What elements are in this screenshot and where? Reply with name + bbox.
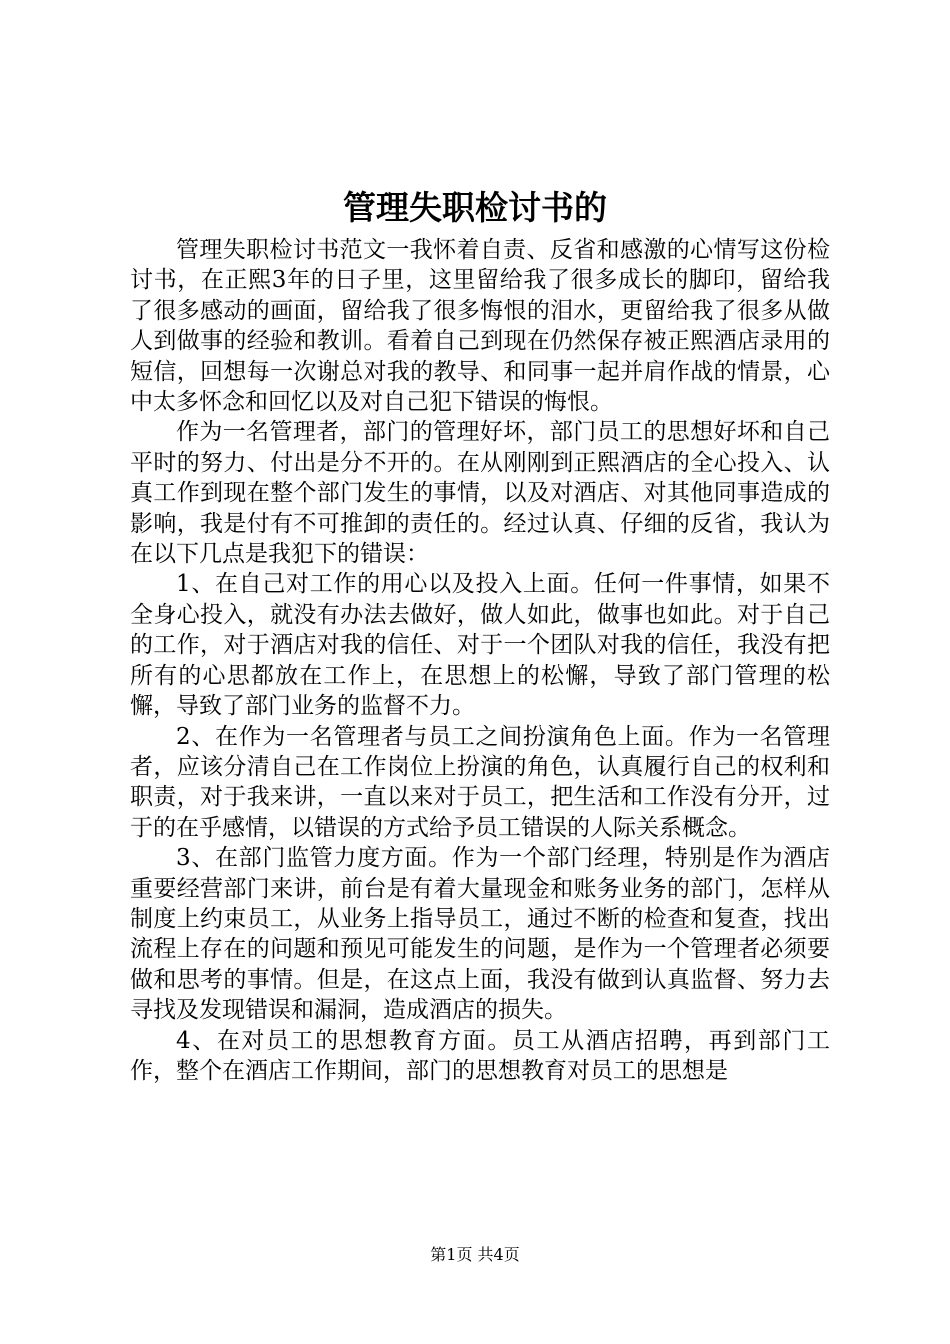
paragraph-point-4: 4、在对员工的思想教育方面。员工从酒店招聘，再到部门工作，整个在酒店工作期间，部门的思想教育对员工的思想是: [130, 1027, 830, 1084]
paragraph-intro: 管理失职检讨书范文一我怀着自责、反省和感激的心情写这份检讨书，在正熙3年的日子里，这里留给我了很多成长的脚印，留给我了很多感动的画面，留给我了很多悔恨的泪水，更留给我了很多从做人到做事的经验和教训。看着自己到现在仍然保存被正熙酒店录用的短信，回想每一次谢总对我的教导、和同事一起并肩作战的情景，心中太多怀念和回忆以及对自己犯下错误的悔恨。: [130, 237, 830, 416]
page-number-footer: 第1页 共4页: [430, 1245, 520, 1264]
paragraph-point-3: 3、在部门监管力度方面。作为一个部门经理，特别是作为酒店重要经营部门来讲，前台是有着大量现金和账务业务的部门，怎样从制度上约束员工，从业务上指导员工，通过不断的检查和复查，找出流程上存在的问题和预见可能发生的问题，是作为一个管理者必须要做和思考的事情。但是，在这点上面，我没有做到认真监督、努力去寻找及发现错误和漏洞，造成酒店的损失。: [130, 845, 830, 1024]
document-body: [130, 235, 830, 1086]
paragraph-point-1: 1、在自己对工作的用心以及投入上面。任何一件事情，如果不全身心投入，就没有办法去做好，做人如此，做事也如此。对于自己的工作，对于酒店对我的信任、对于一个团队对我的信任，我没有把所有的心思都放在工作上，在思想上的松懈，导致了部门管理的松懈，导致了部门业务的监督不力。: [130, 571, 830, 720]
document-title: 管理失职检讨书的: [343, 188, 607, 227]
paragraph-responsibility: 作为一名管理者，部门的管理好坏，部门员工的思想好坏和自己平时的努力、付出是分不开的。在从刚刚到正熙酒店的全心投入、认真工作到现在整个部门发生的事情，以及对酒店、对其他同事造成的影响，我是付有不可推卸的责任的。经过认真、仔细的反省，我认为在以下几点是我犯下的错误：: [130, 419, 830, 568]
paragraph-point-2: 2、在作为一名管理者与员工之间扮演角色上面。作为一名管理者，应该分清自己在工作岗位上扮演的角色，认真履行自己的权利和职责，对于我来讲，一直以来对于员工，把生活和工作没有分开，过于的在乎感情，以错误的方式给予员工错误的人际关系概念。: [130, 723, 830, 841]
